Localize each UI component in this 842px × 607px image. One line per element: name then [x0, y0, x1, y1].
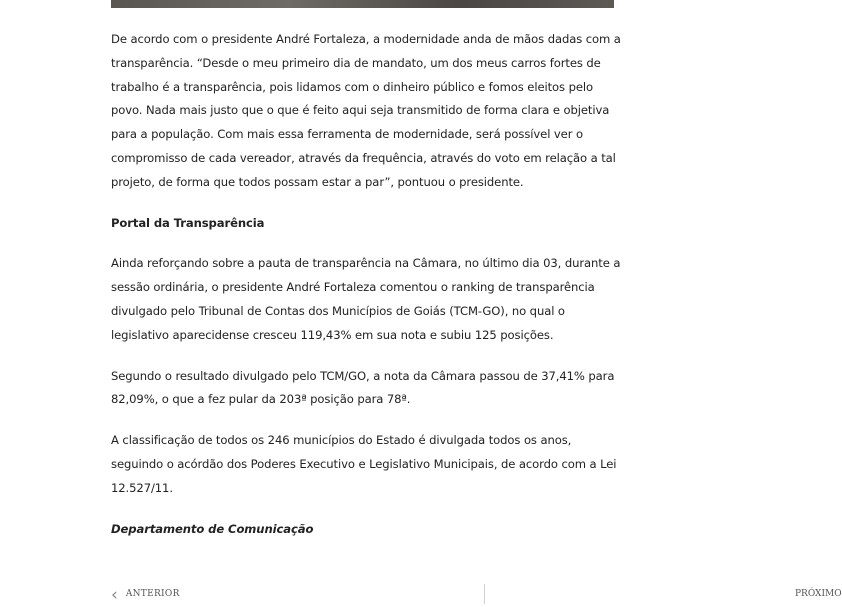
- article-paragraph-2: Ainda reforçando sobre a pauta de transparência na Câmara, no último dia 03, durante a sessão ordinária, o presidente André Fortaleza comentou o ranking de transparência divulgado pelo Tribunal de Contas dos Municípios de Goiás (TCM-GO), no qual o legislativo aparecidense cresceu 119,43% em sua nota e subiu 125 posições.: [111, 256, 621, 342]
- article-paragraph-1: De acordo com o presidente André Fortaleza, a modernidade anda de mãos dadas com a transparência. “Desde o meu primeiro dia de mandato, um dos meus carros fortes de trabalho é a transparência, pois lidamos com o dinheiro público e fomos eleitos pelo povo. Nada mais justo que o que é feito aqui seja transmitido de forma clara e objetiva para a população. Com mais essa ferramenta de modernidade, será possível ver o compromisso de cada vereador, através da frequência, através do voto em relação a tal projeto, de forma que todos possam estar a par”, pontuou o presidente.: [111, 32, 621, 189]
- nav-divider: [484, 584, 485, 604]
- author-credit: Departamento de Comunicação: [111, 521, 314, 536]
- article-paragraph-4: A classificação de todos os 246 municípios do Estado é divulgada todos os anos, seguindo o acórdão dos Poderes Executivo e Legislativo Municipais, de acordo com a Lei 12.527/11.: [111, 433, 617, 495]
- chevron-left-icon: ‹: [111, 585, 118, 605]
- section-heading: Portal da Transparência: [111, 215, 265, 230]
- previous-post-link[interactable]: [111, 585, 180, 607]
- article-body: [111, 28, 621, 558]
- previous-label: ANTERIOR: [125, 589, 180, 599]
- article-featured-image: [111, 0, 614, 8]
- next-label: PRÓXIMO: [795, 589, 842, 599]
- article-paragraph-3: Segundo o resultado divulgado pelo TCM/GO, a nota da Câmara passou de 37,41% para 82,09%, o que a fez pular da 203ª posição para 78ª.: [111, 368, 615, 407]
- post-navigation: [0, 580, 842, 605]
- next-post-link[interactable]: [540, 588, 842, 604]
